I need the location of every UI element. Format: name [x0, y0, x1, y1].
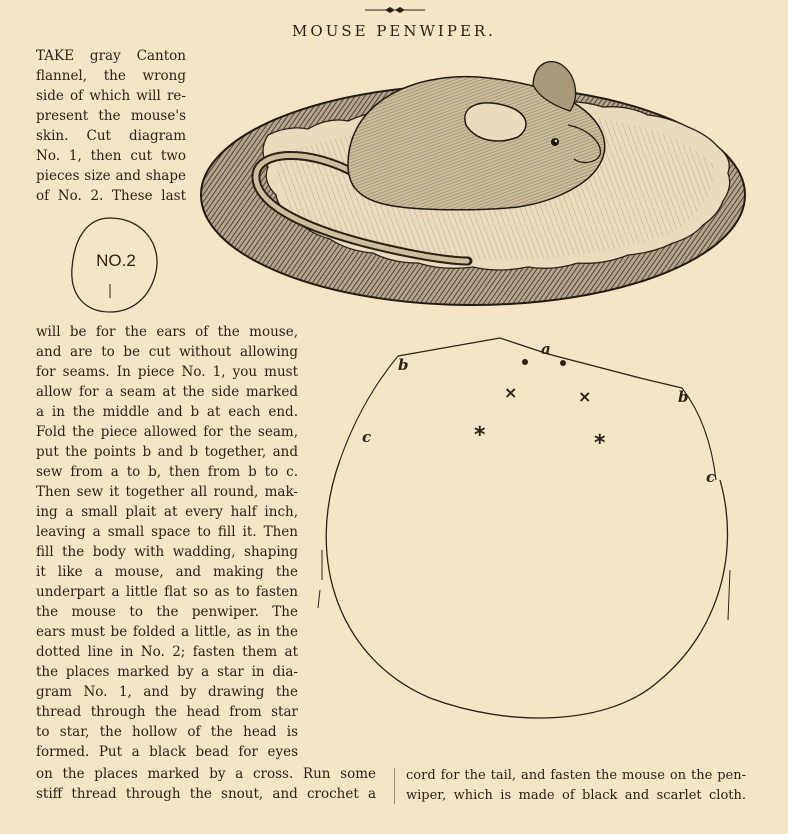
diagram-2-label: NO.2 [96, 251, 136, 270]
text-line: Fold the piece allowed for the seam, [36, 424, 298, 440]
mouse-penwiper-illustration [198, 55, 750, 323]
text-line: it like a mouse, and making the [36, 564, 298, 580]
text-line: the places marked by a star in dia- [36, 664, 298, 680]
text-line: the mouse to the penwiper. The [36, 604, 298, 620]
text-line: of No. 2. These last [36, 188, 186, 204]
text-line: thread through the head from star [36, 704, 298, 720]
header-ornament [365, 6, 425, 14]
text-line: TAKE gray Canton [36, 48, 186, 64]
text-line: will be for the ears of the mouse, [36, 324, 298, 340]
diagram-label-b-right: b [678, 388, 689, 406]
text-line: put the points b and b together, and [36, 444, 298, 460]
text-line: wiper, which is made of black and scarlet cloth. [406, 788, 746, 803]
text-line: fill the body with wadding, shaping [36, 544, 298, 560]
diagram-no-2 [70, 216, 162, 316]
text-line: leaving a small space to fill it. Then [36, 524, 298, 540]
text-line: ing a small plait at every half inch, [36, 504, 298, 520]
text-line: skin. Cut diagram [36, 128, 186, 144]
ear-star-mark: * [474, 423, 486, 448]
page-title: MOUSE PENWIPER. [292, 22, 496, 40]
diagram-label-c-right: c [706, 468, 716, 486]
text-line: for seams. In piece No. 1, you must [36, 364, 298, 380]
diagram-label-a: a [541, 340, 551, 358]
text-line: underpart a little flat so as to fasten [36, 584, 298, 600]
text-line: side of which will re- [36, 88, 186, 104]
text-line: and are to be cut without allowing [36, 344, 298, 360]
text-line: present the mouse's [36, 108, 186, 124]
eye-cross-mark: × [578, 387, 592, 406]
text-line: a in the middle and b at each end. [36, 404, 298, 420]
diagram-label-b-left: b [398, 356, 409, 374]
text-line: Then sew it together all round, mak- [36, 484, 298, 500]
text-line: No. 1, then cut two [36, 148, 186, 164]
text-line: ears must be folded a little, as in the [36, 624, 298, 640]
text-line: flannel, the wrong [36, 68, 186, 84]
ear-star-mark: * [594, 431, 606, 456]
text-line: pieces size and shape [36, 168, 186, 184]
diagram-label-c-left: c [362, 428, 372, 446]
text-line: to star, the hollow of the head is [36, 724, 298, 740]
column-divider [394, 768, 395, 804]
text-line: gram No. 1, and by drawing the [36, 684, 298, 700]
text-line: sew from a to b, then from b to c. [36, 464, 298, 480]
bead-dot [522, 359, 528, 365]
diagram-no-1 [310, 330, 740, 750]
text-line: stiff thread through the snout, and crochet a [36, 786, 376, 802]
text-line: on the places marked by a cross. Run some [36, 766, 376, 782]
text-line: formed. Put a black bead for eyes [36, 744, 298, 760]
text-line: cord for the tail, and fasten the mouse on the pen- [406, 768, 746, 783]
text-line: dotted line in No. 2; fasten them at [36, 644, 298, 660]
eye-cross-mark: × [504, 383, 518, 402]
bead-dot [560, 360, 566, 366]
text-line: allow for a seam at the side marked [36, 384, 298, 400]
